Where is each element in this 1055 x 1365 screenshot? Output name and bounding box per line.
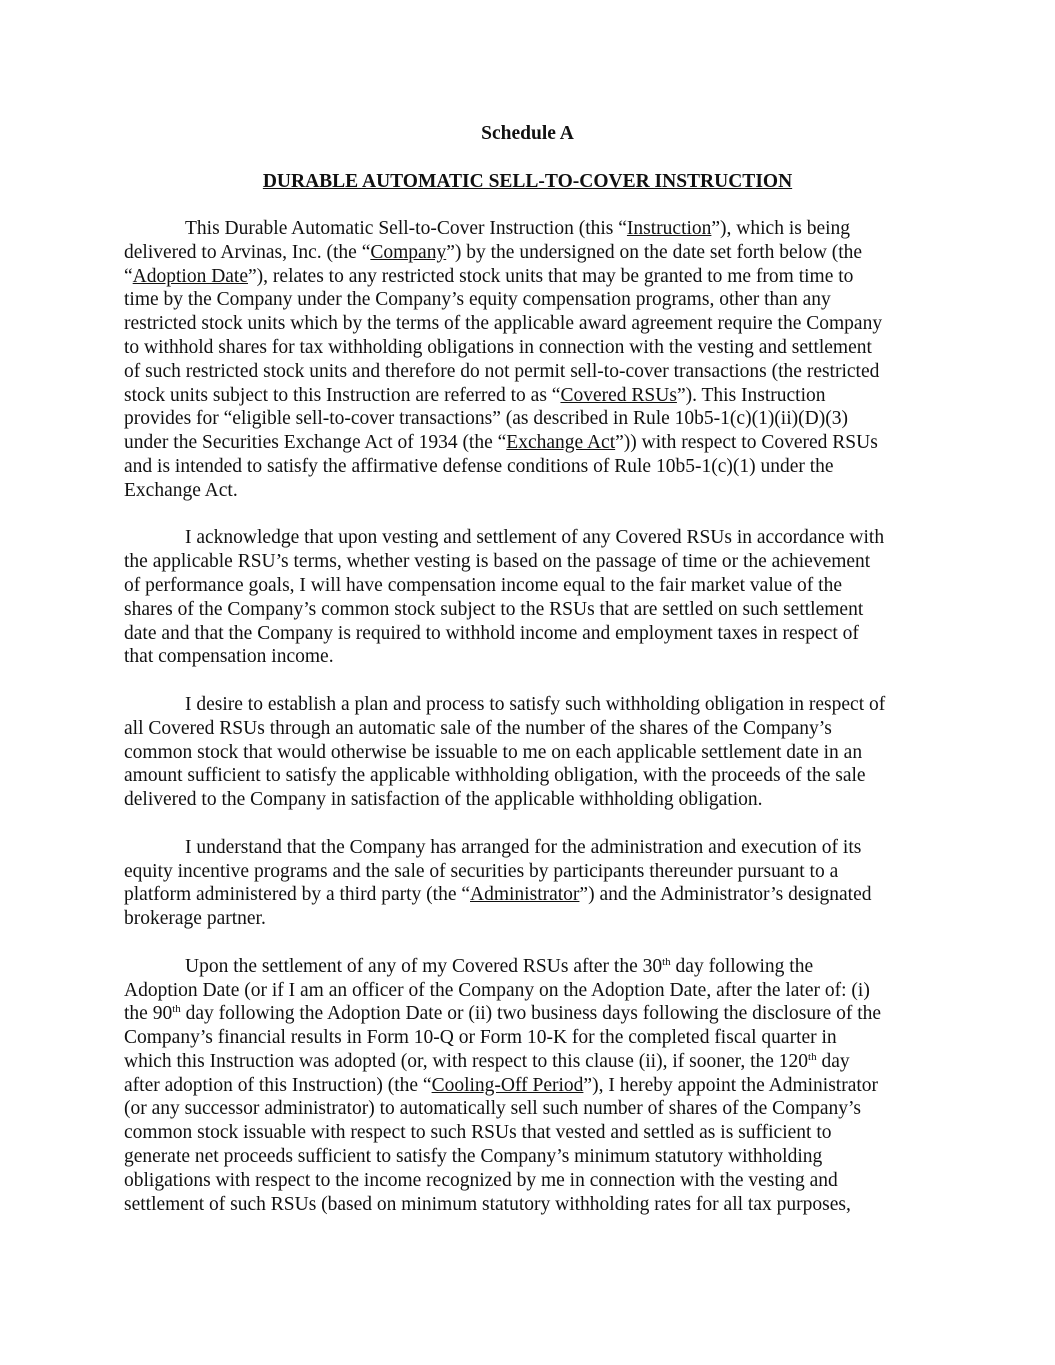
text-line: to withhold shares for tax withholding obligations in connection with the vesting and settlement bbox=[124, 336, 872, 358]
text-line: delivered to the Company in satisfaction of the applicable withholding obligation. bbox=[124, 789, 763, 811]
text-run: stock units subject to this Instruction are referred to as “ bbox=[124, 384, 561, 406]
text-line: provides for “eligible sell-to-cover transactions” (as described in Rule 10b5-1(c)(1)(ii)(D)(3) bbox=[124, 408, 848, 430]
text-run: Upon the settlement of any of my Covered RSUs after the 30 bbox=[185, 955, 663, 977]
paragraph-plan-desire bbox=[124, 693, 931, 812]
text-line: restricted stock units which by the terms of the applicable award agreement require the Company bbox=[124, 313, 883, 335]
text-line: brokerage partner. bbox=[124, 908, 266, 930]
text-line: time by the Company under the Company’s equity compensation programs, other than any bbox=[124, 289, 831, 311]
text-line: date and that the Company is required to withhold income and employment taxes in respect of bbox=[124, 622, 859, 644]
text-run: ”), which is being bbox=[711, 218, 851, 239]
paragraph-settlement bbox=[124, 955, 931, 1217]
defined-term-company: Company bbox=[370, 241, 447, 263]
text-run: under the Securities Exchange Act of 1934 (the “ bbox=[124, 432, 507, 454]
text-run: day bbox=[816, 1050, 850, 1072]
text-line: the applicable RSU’s terms, whether vesting is based on the passage of time or the achievement bbox=[124, 551, 871, 573]
text-run: delivered to Arvinas, Inc. (the “ bbox=[124, 241, 371, 263]
text-run: day following the Adoption Date or (ii) two business days following the disclosure of the bbox=[180, 1003, 882, 1025]
text-line: common stock issuable with respect to such RSUs that vested and settled as is sufficient to bbox=[124, 1122, 832, 1144]
schedule-heading: Schedule A bbox=[481, 123, 574, 144]
paragraph-administrator bbox=[124, 836, 931, 931]
text-run: This Durable Automatic Sell-to-Cover Instruction (this “ bbox=[185, 218, 627, 239]
text-run: ”) and the Administrator’s designated bbox=[579, 884, 872, 906]
text-line: (or any successor administrator) to automatically sell such number of shares of the Company’s bbox=[124, 1098, 862, 1120]
text-run: ”) by the undersigned on the date set forth below (the bbox=[446, 241, 863, 263]
ordinal-suffix: th bbox=[662, 955, 671, 968]
text-line: all Covered RSUs through an automatic sale of the number of the shares of the Company’s bbox=[124, 717, 832, 739]
text-run: after adoption of this Instruction) (the “ bbox=[124, 1074, 432, 1096]
text-line: that compensation income. bbox=[124, 646, 334, 668]
text-line: of such restricted stock units and therefore do not permit sell-to-cover transactions (the restricted bbox=[124, 360, 880, 382]
text-run: day following the bbox=[670, 955, 814, 977]
defined-term-exchange-act: Exchange Act bbox=[506, 432, 616, 454]
text-line: of performance goals, I will have compensation income equal to the fair market value of the bbox=[124, 574, 842, 596]
text-line: I acknowledge that upon vesting and settlement of any Covered RSUs in accordance with bbox=[185, 527, 885, 549]
text-line: and is intended to satisfy the affirmative defense conditions of Rule 10b5-1(c)(1) under the bbox=[124, 455, 834, 477]
paragraph-instruction-definition bbox=[124, 217, 931, 503]
text-line: I desire to establish a plan and process to satisfy such withholding obligation in respect of bbox=[185, 693, 886, 715]
text-line: obligations with respect to the income recognized by me in connection with the vesting and bbox=[124, 1169, 838, 1191]
text-line: Adoption Date (or if I am an officer of the Company on the Adoption Date, after the later of: (i) bbox=[124, 979, 870, 1001]
text-run: ”), relates to any restricted stock units that may be granted to me from time to bbox=[248, 265, 854, 287]
text-line: Company’s financial results in Form 10-Q or Form 10-K for the completed fiscal quarter in bbox=[124, 1027, 837, 1049]
text-line: Exchange Act. bbox=[124, 479, 238, 501]
text-line: shares of the Company’s common stock subject to the RSUs that are settled on such settlement bbox=[124, 598, 864, 620]
ordinal-suffix: th bbox=[808, 1050, 817, 1063]
text-line: generate net proceeds sufficient to satisfy the Company’s minimum statutory withholding bbox=[124, 1146, 823, 1168]
text-run: which this Instruction was adopted (or, with respect to this clause (ii), if sooner, the 120 bbox=[124, 1050, 809, 1072]
text-line: I understand that the Company has arranged for the administration and execution of its bbox=[185, 836, 862, 858]
text-run: ”). This Instruction bbox=[676, 384, 826, 406]
defined-term-administrator: Administrator bbox=[470, 884, 580, 906]
text-run: ”)) with respect to Covered RSUs bbox=[615, 432, 878, 454]
text-run: ”), I hereby appoint the Administrator bbox=[583, 1074, 879, 1096]
text-line: amount sufficient to satisfy the applicable withholding obligation, with the proceeds of the sale bbox=[124, 765, 866, 787]
text-line: common stock that would otherwise be issuable to me on each applicable settlement date in an bbox=[124, 741, 863, 763]
defined-term-covered-rsus: Covered RSUs bbox=[560, 384, 677, 406]
text-line: settlement of such RSUs (based on minimum statutory withholding rates for all tax purposes, bbox=[124, 1193, 851, 1215]
paragraph-acknowledgement bbox=[124, 526, 931, 669]
defined-term-adoption-date: Adoption Date bbox=[132, 265, 249, 287]
defined-term-cooling-off-period: Cooling-Off Period bbox=[431, 1074, 584, 1096]
text-run: the 90 bbox=[124, 1003, 173, 1025]
ordinal-suffix: th bbox=[172, 1003, 181, 1016]
instruction-title: DURABLE AUTOMATIC SELL-TO-COVER INSTRUCTION bbox=[262, 171, 793, 192]
text-line: equity incentive programs and the sale of securities by participants thereunder pursuant to a bbox=[124, 860, 839, 882]
text-run: platform administered by a third party (the “ bbox=[124, 884, 471, 906]
defined-term-instruction: Instruction bbox=[626, 218, 712, 239]
text-run: “ bbox=[124, 265, 133, 287]
